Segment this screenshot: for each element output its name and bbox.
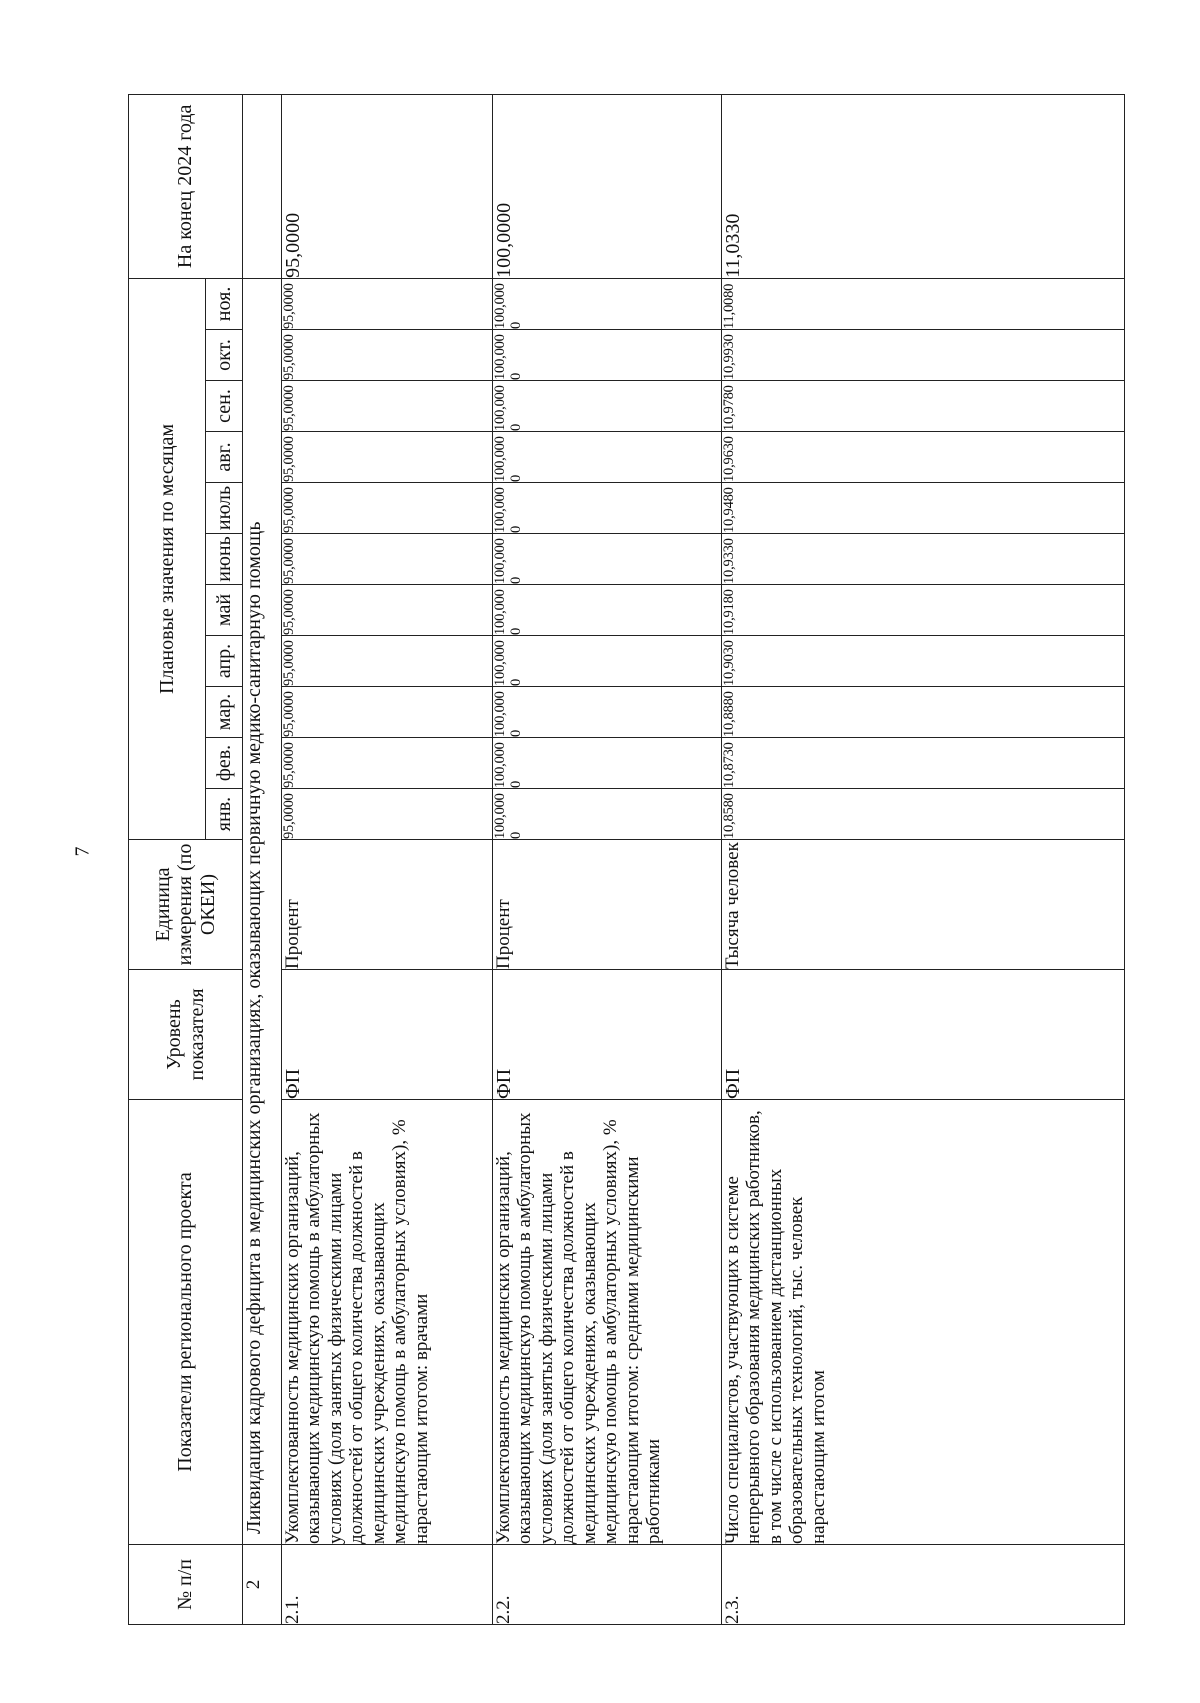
section-number: 2 bbox=[243, 1545, 282, 1625]
month-value: 95,0000 bbox=[282, 738, 493, 789]
section-title: Ликвидация кадрового дефицита в медицинских организациях, оказывающих первичную медико-санитарную помощь bbox=[243, 278, 282, 1544]
month-value: 95,0000 bbox=[282, 636, 493, 687]
page-number: 7 bbox=[71, 846, 94, 857]
row-number: 2.2. bbox=[493, 1545, 722, 1625]
month-value: 95,0000 bbox=[282, 381, 493, 432]
header-month: июнь bbox=[206, 534, 243, 585]
indicator-level: ФП bbox=[282, 970, 493, 1100]
header-indicator-name: Показатели регионального проекта bbox=[129, 1100, 243, 1545]
month-value: 10,8730 bbox=[722, 738, 1125, 789]
rotated-table-wrapper bbox=[128, 95, 1118, 1625]
indicator-level: ФП bbox=[493, 970, 722, 1100]
month-value: 95,0000 bbox=[282, 278, 493, 329]
header-unit: Единица измерения (по ОКЕИ) bbox=[129, 840, 243, 970]
month-value: 100,0000 bbox=[493, 381, 722, 432]
table-row bbox=[722, 94, 1125, 1624]
table-row bbox=[493, 94, 722, 1624]
month-value: 95,0000 bbox=[282, 432, 493, 483]
year-end-value: 100,0000 bbox=[493, 94, 722, 278]
month-value: 10,9630 bbox=[722, 432, 1125, 483]
month-value: 100,0000 bbox=[493, 636, 722, 687]
row-number: 2.3. bbox=[722, 1545, 1125, 1625]
header-monthly-values: Плановые значения по месяцам bbox=[129, 278, 206, 839]
section-empty-cell bbox=[243, 94, 282, 278]
month-value: 100,0000 bbox=[493, 687, 722, 738]
month-value: 100,0000 bbox=[493, 432, 722, 483]
header-month: сен. bbox=[206, 381, 243, 432]
month-value: 100,0000 bbox=[493, 738, 722, 789]
month-value: 100,0000 bbox=[493, 483, 722, 534]
header-year-end: На конец 2024 года bbox=[129, 94, 243, 278]
indicator-unit: Процент bbox=[493, 840, 722, 970]
month-value: 11,0080 bbox=[722, 278, 1125, 329]
month-value: 95,0000 bbox=[282, 585, 493, 636]
header-no: № п/п bbox=[129, 1545, 243, 1625]
row-number: 2.1. bbox=[282, 1545, 493, 1625]
year-end-value: 95,0000 bbox=[282, 94, 493, 278]
header-month: июль bbox=[206, 483, 243, 534]
indicator-level: ФП bbox=[722, 970, 1125, 1100]
month-value: 100,0000 bbox=[493, 534, 722, 585]
header-month: ноя. bbox=[206, 278, 243, 329]
header-month: окт. bbox=[206, 330, 243, 381]
month-value: 95,0000 bbox=[282, 687, 493, 738]
month-value: 100,0000 bbox=[493, 330, 722, 381]
month-value: 95,0000 bbox=[282, 789, 493, 840]
indicator-name: Укомплектованность медицинских организаций, оказывающих медицинскую помощь в амбулаторных условиях (доля занятых физическими лицами должностей от общего количества должностей в медицинских учреждениях, оказывающих медицинскую помощь в амбулаторных условиях), % нарастающим итогом: средними медицинскими работниками bbox=[493, 1100, 722, 1545]
indicator-name: Укомплектованность медицинских организаций, оказывающих медицинскую помощь в амбулаторных условиях (доля занятых физическими лицами должностей от общего количества должностей в медицинских учреждениях, оказывающих медицинскую помощь в амбулаторных условиях), % нарастающим итогом: врачами bbox=[282, 1100, 493, 1545]
month-value: 100,0000 bbox=[493, 585, 722, 636]
month-value: 10,9780 bbox=[722, 381, 1125, 432]
year-end-value: 11,0330 bbox=[722, 94, 1125, 278]
month-value: 10,8880 bbox=[722, 687, 1125, 738]
indicator-unit: Процент bbox=[282, 840, 493, 970]
month-value: 95,0000 bbox=[282, 483, 493, 534]
header-month: фев. bbox=[206, 738, 243, 789]
plan-table bbox=[128, 94, 1125, 1625]
month-value: 95,0000 bbox=[282, 534, 493, 585]
header-month: май bbox=[206, 585, 243, 636]
month-value: 10,9180 bbox=[722, 585, 1125, 636]
month-value: 100,0000 bbox=[493, 278, 722, 329]
section-row bbox=[243, 94, 282, 1624]
month-value: 10,9330 bbox=[722, 534, 1125, 585]
header-level: Уровень показателя bbox=[129, 970, 243, 1100]
table-row bbox=[282, 94, 493, 1624]
month-value: 10,8580 bbox=[722, 789, 1125, 840]
header-month: авг. bbox=[206, 432, 243, 483]
month-value: 95,0000 bbox=[282, 330, 493, 381]
indicator-unit: Тысяча человек bbox=[722, 840, 1125, 970]
month-value: 100,0000 bbox=[493, 789, 722, 840]
header-row-1 bbox=[129, 94, 206, 1624]
header-month: мар. bbox=[206, 687, 243, 738]
month-value: 10,9480 bbox=[722, 483, 1125, 534]
indicator-name: Число специалистов, участвующих в системе непрерывного образования медицинских работников, в том числе с использованием дистанционных образовательных технологий, тыс. человек нарастающим итогом bbox=[722, 1100, 1125, 1545]
month-value: 10,9930 bbox=[722, 330, 1125, 381]
header-month: янв. bbox=[206, 789, 243, 840]
header-month: апр. bbox=[206, 636, 243, 687]
month-value: 10,9030 bbox=[722, 636, 1125, 687]
